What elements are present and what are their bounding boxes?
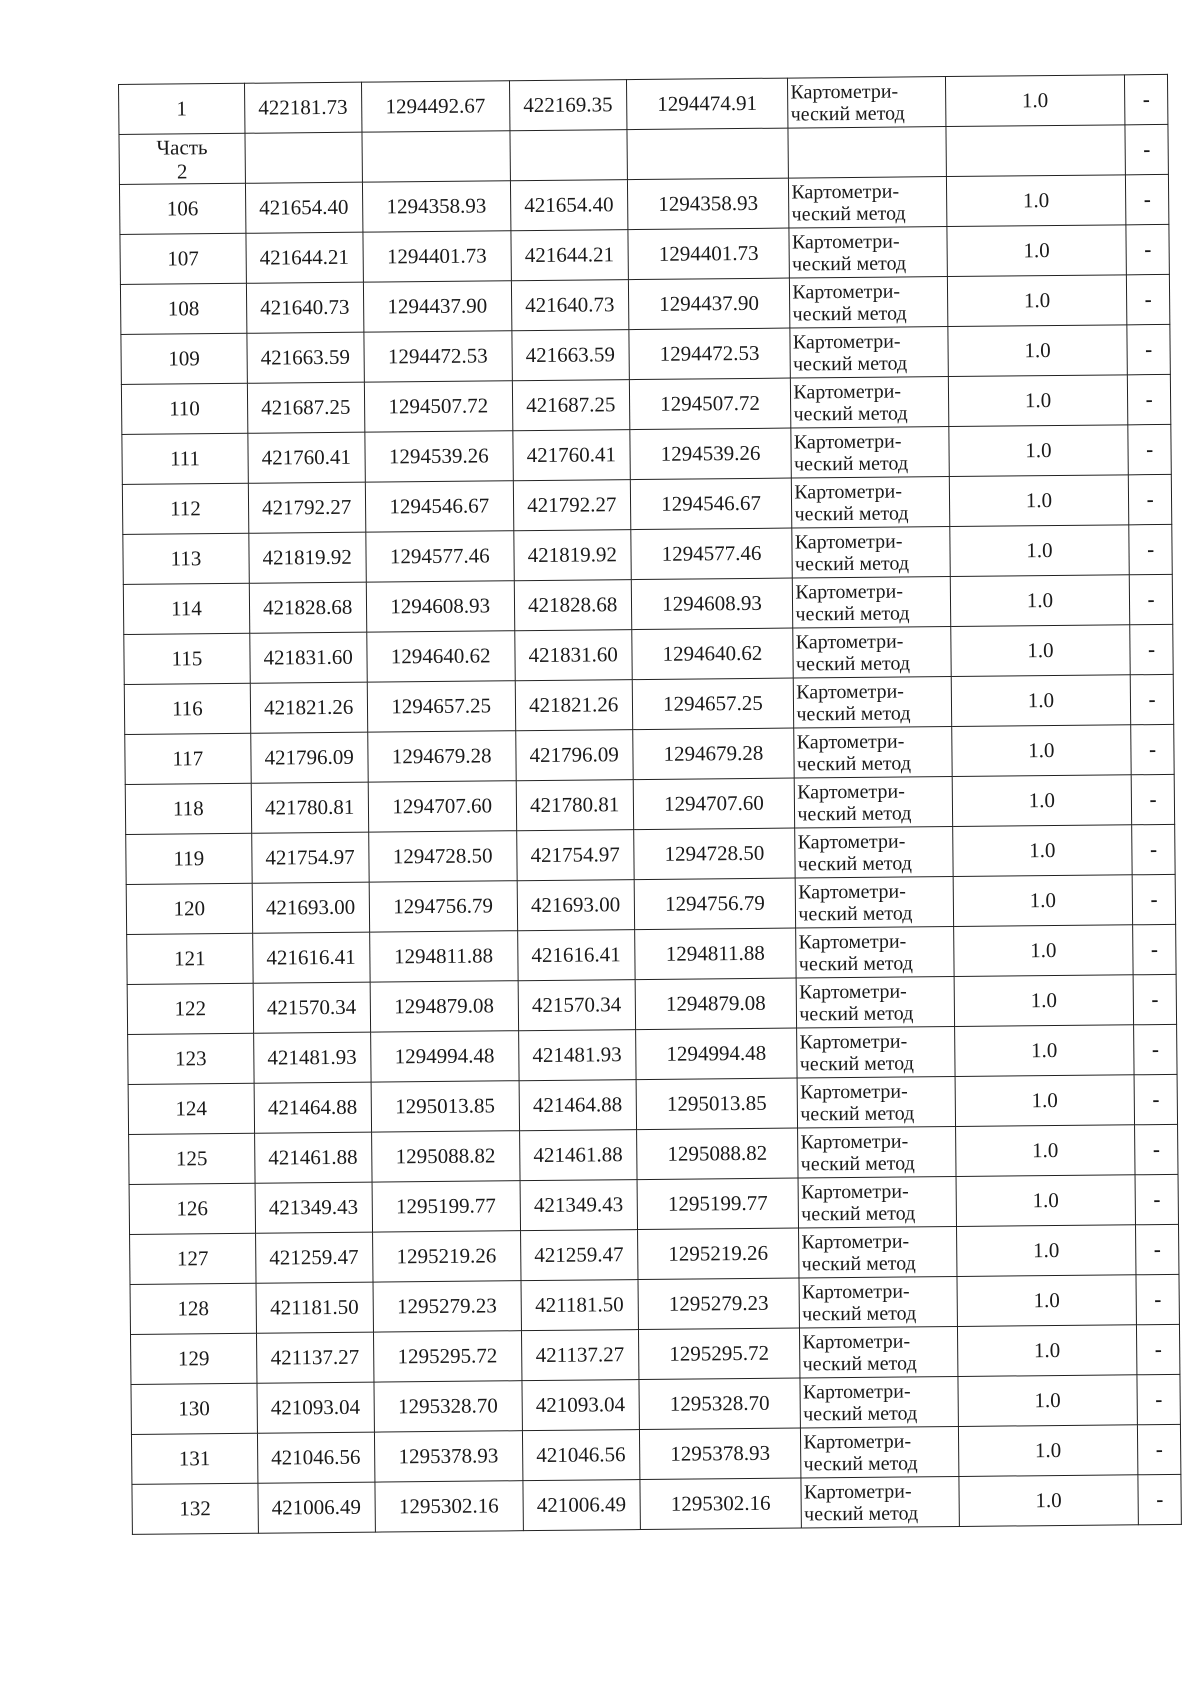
x-coordinate-2: 421654.40 bbox=[510, 180, 627, 231]
y-coordinate-2: 1294679.28 bbox=[632, 728, 794, 780]
y-coordinate-2: 1294879.08 bbox=[635, 978, 797, 1030]
part-label-line-2: 2 bbox=[176, 158, 188, 183]
y-coordinate-2: 1294358.93 bbox=[627, 178, 789, 230]
y-coordinate: 1294507.72 bbox=[364, 381, 513, 432]
method-line-1: Картометри- bbox=[797, 779, 905, 804]
note-cell: - bbox=[1128, 374, 1171, 424]
note-cell: - bbox=[1127, 324, 1170, 374]
x-coordinate: 421093.04 bbox=[257, 1382, 374, 1433]
x-coordinate: 421461.88 bbox=[254, 1132, 371, 1183]
precision-cell: 1.0 bbox=[952, 775, 1132, 827]
y-coordinate-2: 1295295.72 bbox=[638, 1328, 800, 1380]
x-coordinate-2: 421046.56 bbox=[522, 1430, 639, 1481]
method-cell bbox=[790, 327, 948, 379]
x-coordinate: 421831.60 bbox=[250, 632, 367, 683]
method-line-1: Картометри- bbox=[799, 1079, 908, 1103]
precision-cell: 1.0 bbox=[958, 1425, 1138, 1477]
note-cell: - bbox=[1125, 124, 1168, 174]
table-body bbox=[119, 74, 1182, 1534]
method-line-1: Картометри- bbox=[802, 1379, 911, 1403]
x-coordinate: 421644.21 bbox=[246, 232, 363, 283]
note-cell: - bbox=[1133, 974, 1176, 1024]
y-coordinate-2: 1294577.46 bbox=[630, 528, 792, 580]
method-cell bbox=[799, 1227, 957, 1279]
method-line-2: ческий метод bbox=[798, 901, 913, 926]
method-line-1: Картометри- bbox=[801, 1279, 910, 1303]
precision-cell: 1.0 bbox=[945, 75, 1125, 127]
x-coordinate-2: 421570.34 bbox=[518, 980, 635, 1031]
point-number: 110 bbox=[121, 383, 247, 434]
y-coordinate: 1294756.79 bbox=[369, 881, 518, 932]
y-coordinate: 1295219.26 bbox=[372, 1231, 521, 1282]
y-coordinate-2: 1295378.93 bbox=[639, 1428, 801, 1480]
note-cell: - bbox=[1130, 674, 1173, 724]
precision-cell: 1.0 bbox=[953, 875, 1133, 927]
precision-cell: 1.0 bbox=[948, 375, 1128, 427]
x-coordinate: 421828.68 bbox=[249, 582, 366, 633]
part-label-line-1: Часть bbox=[156, 134, 208, 160]
y-coordinate-2: 1294507.72 bbox=[629, 378, 791, 430]
point-number: 120 bbox=[126, 883, 252, 934]
point-number: 129 bbox=[131, 1333, 257, 1384]
x-coordinate: 421819.92 bbox=[249, 532, 366, 583]
method-line-2: ческий метод bbox=[791, 201, 906, 226]
note-cell: - bbox=[1136, 1224, 1179, 1274]
point-number: 108 bbox=[120, 283, 246, 334]
note-cell: - bbox=[1135, 1124, 1178, 1174]
note-cell: - bbox=[1127, 274, 1170, 324]
x-coordinate: 421687.25 bbox=[247, 382, 364, 433]
method-line-2: ческий метод bbox=[794, 501, 909, 526]
x-coordinate-2: 421796.09 bbox=[516, 730, 633, 781]
y-coordinate-2: 1294539.26 bbox=[629, 428, 791, 480]
method-cell bbox=[794, 727, 952, 779]
method-line-2: ческий метод bbox=[798, 951, 913, 976]
x-coordinate: 421654.40 bbox=[245, 182, 362, 233]
method-cell bbox=[791, 427, 949, 479]
y-coordinate: 1294608.93 bbox=[366, 581, 515, 632]
y-coordinate: 1295279.23 bbox=[373, 1281, 522, 1332]
method-cell bbox=[793, 577, 951, 629]
x-coordinate-2: 421349.43 bbox=[520, 1180, 637, 1231]
point-number: 111 bbox=[122, 433, 248, 484]
note-cell: - bbox=[1130, 574, 1173, 624]
note-cell: - bbox=[1135, 1174, 1178, 1224]
precision-cell: 1.0 bbox=[949, 525, 1129, 577]
y-coordinate: 1295199.77 bbox=[372, 1181, 521, 1232]
method-line-1: Картометри- bbox=[796, 729, 905, 754]
method-cell bbox=[788, 77, 946, 129]
y-coordinate-2: 1294474.91 bbox=[626, 78, 788, 130]
precision-cell: 1.0 bbox=[950, 625, 1130, 677]
method-line-2: ческий метод bbox=[797, 851, 913, 876]
method-cell bbox=[793, 627, 951, 679]
y-coordinate-2: 1295328.70 bbox=[639, 1378, 801, 1430]
method-line-2: ческий метод bbox=[792, 301, 907, 326]
method-cell bbox=[794, 677, 952, 729]
y-coordinate-2: 1294756.79 bbox=[634, 878, 796, 930]
x-coordinate-2: 422169.35 bbox=[509, 80, 626, 131]
note-cell: - bbox=[1134, 1024, 1177, 1074]
method-cell bbox=[801, 1426, 959, 1478]
method-cell bbox=[795, 777, 953, 829]
y-coordinate-2: 1294728.50 bbox=[633, 828, 795, 880]
y-coordinate: 1294437.90 bbox=[363, 281, 512, 332]
x-coordinate: 421570.34 bbox=[253, 982, 370, 1033]
empty-cell bbox=[245, 132, 362, 183]
precision-cell: 1.0 bbox=[955, 1075, 1135, 1127]
y-coordinate: 1294401.73 bbox=[363, 231, 512, 282]
note-cell: - bbox=[1125, 74, 1168, 124]
y-coordinate: 1294539.26 bbox=[364, 431, 513, 482]
point-number: 125 bbox=[129, 1133, 255, 1184]
x-coordinate: 421780.81 bbox=[251, 782, 368, 833]
point-number: 117 bbox=[125, 733, 251, 784]
method-line-1: Картометри- bbox=[793, 379, 902, 404]
precision-cell: 1.0 bbox=[951, 725, 1131, 777]
method-line-2: ческий метод bbox=[799, 1051, 914, 1076]
y-coordinate: 1295295.72 bbox=[373, 1331, 522, 1382]
precision-cell: 1.0 bbox=[951, 675, 1131, 727]
note-cell: - bbox=[1137, 1324, 1180, 1374]
note-cell: - bbox=[1137, 1374, 1180, 1424]
method-line-1: Картометри- bbox=[800, 1179, 909, 1203]
precision-cell: 1.0 bbox=[956, 1225, 1136, 1277]
x-coordinate: 422181.73 bbox=[244, 82, 361, 133]
y-coordinate-2: 1294707.60 bbox=[633, 778, 795, 830]
note-cell: - bbox=[1128, 424, 1171, 474]
point-number: 124 bbox=[128, 1083, 254, 1134]
method-line-2: ческий метод bbox=[792, 351, 908, 376]
method-cell bbox=[790, 277, 948, 329]
method-line-1: Картометри- bbox=[794, 529, 903, 554]
coordinates-table bbox=[118, 74, 1182, 1535]
precision-cell: 1.0 bbox=[955, 1125, 1135, 1177]
x-coordinate-2: 421093.04 bbox=[522, 1380, 639, 1431]
point-number: 122 bbox=[127, 983, 253, 1034]
precision-cell: 1.0 bbox=[947, 275, 1127, 327]
method-line-1: Картометри- bbox=[791, 230, 900, 254]
y-coordinate: 1294358.93 bbox=[362, 181, 511, 232]
x-coordinate: 421481.93 bbox=[253, 1032, 370, 1083]
empty-cell bbox=[788, 127, 946, 179]
y-coordinate-2: 1294811.88 bbox=[634, 928, 796, 980]
x-coordinate-2: 421481.93 bbox=[518, 1030, 635, 1081]
x-coordinate-2: 421616.41 bbox=[517, 930, 634, 981]
method-line-1: Картометри- bbox=[794, 479, 903, 504]
x-coordinate-2: 421640.73 bbox=[511, 280, 628, 331]
precision-cell: 1.0 bbox=[949, 475, 1129, 527]
x-coordinate-2: 421821.26 bbox=[515, 680, 632, 731]
point-number: 114 bbox=[123, 583, 249, 634]
note-cell: - bbox=[1129, 474, 1172, 524]
point-number: 112 bbox=[122, 483, 248, 534]
note-cell: - bbox=[1131, 724, 1174, 774]
note-cell: - bbox=[1132, 874, 1175, 924]
precision-cell: 1.0 bbox=[958, 1475, 1138, 1527]
note-cell: - bbox=[1136, 1274, 1179, 1324]
note-cell: - bbox=[1126, 174, 1169, 224]
method-line-2: ческий метод bbox=[803, 1451, 918, 1475]
y-coordinate: 1294492.67 bbox=[361, 81, 510, 132]
x-coordinate-2: 421464.88 bbox=[519, 1080, 636, 1131]
y-coordinate: 1295378.93 bbox=[374, 1431, 523, 1482]
precision-cell: 1.0 bbox=[957, 1275, 1137, 1327]
x-coordinate: 421821.26 bbox=[250, 682, 367, 733]
point-number: 127 bbox=[130, 1233, 256, 1284]
method-cell bbox=[792, 527, 950, 579]
y-coordinate: 1295302.16 bbox=[375, 1481, 524, 1532]
method-line-2: ческий метод bbox=[803, 1401, 918, 1425]
method-line-1: Картометри- bbox=[795, 579, 904, 604]
precision-cell: 1.0 bbox=[952, 825, 1132, 877]
x-coordinate-2: 421181.50 bbox=[521, 1280, 638, 1331]
precision-cell: 1.0 bbox=[957, 1325, 1137, 1377]
method-line-1: Картометри- bbox=[797, 829, 906, 854]
y-coordinate-2: 1295199.77 bbox=[637, 1178, 799, 1230]
method-line-1: Картометри- bbox=[792, 280, 901, 304]
method-line-2: ческий метод bbox=[800, 1101, 915, 1125]
x-coordinate-2: 421792.27 bbox=[513, 480, 630, 531]
point-number: 121 bbox=[127, 933, 253, 984]
method-line-1: Картометри- bbox=[791, 180, 900, 204]
note-cell: - bbox=[1138, 1474, 1181, 1524]
precision-cell: 1.0 bbox=[946, 225, 1126, 277]
y-coordinate: 1295013.85 bbox=[371, 1081, 520, 1132]
method-cell bbox=[798, 1127, 956, 1179]
point-number: 113 bbox=[123, 533, 249, 584]
method-line-2: ческий метод bbox=[802, 1301, 917, 1325]
y-coordinate: 1294994.48 bbox=[370, 1031, 519, 1082]
x-coordinate-2: 421687.25 bbox=[512, 380, 629, 431]
precision-cell: 1.0 bbox=[954, 975, 1134, 1027]
point-number: 115 bbox=[124, 633, 250, 684]
method-cell bbox=[791, 377, 949, 429]
method-cell bbox=[800, 1327, 958, 1379]
x-coordinate-2: 421006.49 bbox=[523, 1480, 640, 1531]
note-cell: - bbox=[1132, 824, 1175, 874]
x-coordinate: 421760.41 bbox=[248, 432, 365, 483]
y-coordinate-2: 1294657.25 bbox=[632, 678, 794, 730]
method-line-1: Картометри- bbox=[799, 1029, 908, 1054]
method-line-1: Картометри- bbox=[803, 1429, 912, 1453]
point-number: 130 bbox=[131, 1383, 257, 1434]
x-coordinate-2: 421831.60 bbox=[515, 630, 632, 681]
method-line-2: ческий метод bbox=[796, 751, 912, 776]
precision-cell: 1.0 bbox=[946, 175, 1126, 227]
point-number: 123 bbox=[128, 1033, 254, 1084]
y-coordinate: 1294679.28 bbox=[367, 731, 516, 782]
method-line-2: ческий метод bbox=[800, 1151, 915, 1175]
x-coordinate: 421792.27 bbox=[248, 482, 365, 533]
y-coordinate-2: 1295088.82 bbox=[636, 1128, 798, 1180]
note-cell: - bbox=[1131, 774, 1174, 824]
method-cell bbox=[797, 1077, 955, 1129]
method-cell bbox=[801, 1476, 959, 1528]
y-coordinate: 1294657.25 bbox=[367, 681, 516, 732]
y-coordinate-2: 1294640.62 bbox=[631, 628, 793, 680]
y-coordinate: 1294577.46 bbox=[365, 531, 514, 582]
x-coordinate-2: 421663.59 bbox=[512, 330, 629, 381]
x-coordinate-2: 421754.97 bbox=[517, 830, 634, 881]
y-coordinate: 1294640.62 bbox=[366, 631, 515, 682]
x-coordinate: 421181.50 bbox=[256, 1282, 373, 1333]
method-line-2: ческий метод bbox=[790, 101, 905, 126]
method-line-2: ческий метод bbox=[793, 451, 909, 476]
precision-cell: 1.0 bbox=[950, 575, 1130, 627]
point-number: 126 bbox=[129, 1183, 255, 1234]
x-coordinate-2: 421137.27 bbox=[521, 1330, 638, 1381]
point-number: 131 bbox=[131, 1433, 257, 1484]
method-line-2: ческий метод bbox=[794, 551, 910, 576]
x-coordinate: 421349.43 bbox=[255, 1182, 372, 1233]
empty-cell bbox=[510, 130, 627, 181]
y-coordinate: 1294811.88 bbox=[369, 931, 518, 982]
x-coordinate: 421259.47 bbox=[255, 1232, 372, 1283]
x-coordinate: 421663.59 bbox=[247, 332, 364, 383]
precision-cell: 1.0 bbox=[948, 425, 1128, 477]
method-line-2: ческий метод bbox=[795, 651, 911, 676]
y-coordinate: 1294707.60 bbox=[368, 781, 517, 832]
x-coordinate-2: 421693.00 bbox=[517, 880, 634, 931]
precision-cell: 1.0 bbox=[958, 1375, 1138, 1427]
y-coordinate: 1294472.53 bbox=[363, 331, 512, 382]
method-cell bbox=[795, 877, 953, 929]
note-cell: - bbox=[1133, 924, 1176, 974]
x-coordinate: 421137.27 bbox=[256, 1332, 373, 1383]
x-coordinate: 421616.41 bbox=[252, 932, 369, 983]
y-coordinate-2: 1295279.23 bbox=[638, 1278, 800, 1330]
empty-cell bbox=[946, 125, 1126, 177]
method-cell bbox=[800, 1377, 958, 1429]
x-coordinate-2: 421461.88 bbox=[519, 1130, 636, 1181]
point-number: 132 bbox=[132, 1483, 258, 1534]
point-number: 118 bbox=[125, 783, 251, 834]
note-cell: - bbox=[1130, 624, 1173, 674]
x-coordinate: 421464.88 bbox=[254, 1082, 371, 1133]
method-cell bbox=[795, 827, 953, 879]
method-line-2: ческий метод bbox=[803, 1501, 919, 1525]
note-cell: - bbox=[1134, 1074, 1177, 1124]
note-cell: - bbox=[1126, 224, 1169, 274]
y-coordinate-2: 1294608.93 bbox=[631, 578, 793, 630]
method-line-1: Картометри- bbox=[798, 979, 907, 1004]
point-number: 106 bbox=[119, 183, 245, 234]
x-coordinate-2: 421828.68 bbox=[514, 580, 631, 631]
precision-cell: 1.0 bbox=[956, 1175, 1136, 1227]
method-line-2: ческий метод bbox=[791, 251, 907, 276]
method-line-1: Картометри- bbox=[800, 1129, 909, 1153]
method-line-1: Картометри- bbox=[803, 1479, 912, 1503]
y-coordinate: 1295088.82 bbox=[371, 1131, 520, 1182]
method-line-1: Картометри- bbox=[790, 80, 899, 104]
note-cell: - bbox=[1138, 1424, 1181, 1474]
empty-cell bbox=[362, 131, 511, 182]
y-coordinate-2: 1294437.90 bbox=[628, 278, 790, 330]
method-line-2: ческий метод bbox=[801, 1201, 916, 1225]
note-cell: - bbox=[1129, 524, 1172, 574]
empty-cell bbox=[627, 128, 789, 180]
x-coordinate: 421006.49 bbox=[258, 1482, 375, 1533]
method-cell bbox=[799, 1277, 957, 1329]
x-coordinate-2: 421259.47 bbox=[520, 1230, 637, 1281]
x-coordinate-2: 421819.92 bbox=[514, 530, 631, 581]
y-coordinate-2: 1294401.73 bbox=[628, 228, 790, 280]
x-coordinate-2: 421760.41 bbox=[513, 430, 630, 481]
method-cell bbox=[789, 177, 947, 229]
method-cell bbox=[796, 927, 954, 979]
method-cell bbox=[792, 477, 950, 529]
precision-cell: 1.0 bbox=[953, 925, 1133, 977]
method-line-2: ческий метод bbox=[796, 701, 911, 726]
y-coordinate: 1294879.08 bbox=[370, 981, 519, 1032]
method-line-1: Картометри- bbox=[792, 330, 901, 354]
y-coordinate: 1294728.50 bbox=[368, 831, 517, 882]
x-coordinate-2: 421780.81 bbox=[516, 780, 633, 831]
x-coordinate: 421640.73 bbox=[246, 282, 363, 333]
point-number: 119 bbox=[126, 833, 252, 884]
y-coordinate-2: 1294472.53 bbox=[629, 328, 791, 380]
y-coordinate: 1294546.67 bbox=[365, 481, 514, 532]
method-line-1: Картометри- bbox=[802, 1329, 911, 1353]
precision-cell: 1.0 bbox=[954, 1025, 1134, 1077]
x-coordinate: 421693.00 bbox=[252, 882, 369, 933]
point-number: 128 bbox=[130, 1283, 256, 1334]
method-line-2: ческий метод bbox=[799, 1001, 914, 1026]
method-line-2: ческий метод bbox=[801, 1251, 916, 1275]
method-line-1: Картометри- bbox=[798, 929, 907, 954]
point-number: 107 bbox=[120, 233, 246, 284]
method-line-1: Картометри- bbox=[793, 429, 902, 454]
method-cell bbox=[789, 227, 947, 279]
method-line-1: Картометри- bbox=[796, 679, 904, 704]
method-cell bbox=[796, 977, 954, 1029]
part-label-cell bbox=[119, 133, 245, 184]
y-coordinate-2: 1295219.26 bbox=[637, 1228, 799, 1280]
x-coordinate: 421796.09 bbox=[251, 732, 368, 783]
point-number: 116 bbox=[124, 683, 250, 734]
y-coordinate-2: 1294546.67 bbox=[630, 478, 792, 530]
x-coordinate: 421754.97 bbox=[251, 832, 368, 883]
method-cell bbox=[798, 1177, 956, 1229]
y-coordinate-2: 1294994.48 bbox=[635, 1028, 797, 1080]
point-number: 109 bbox=[121, 333, 247, 384]
y-coordinate: 1295328.70 bbox=[374, 1381, 523, 1432]
y-coordinate-2: 1295302.16 bbox=[640, 1478, 802, 1530]
method-line-1: Картометри- bbox=[798, 879, 906, 904]
x-coordinate-2: 421644.21 bbox=[511, 230, 628, 281]
method-line-1: Картометри- bbox=[795, 629, 904, 654]
method-line-2: ческий метод bbox=[795, 601, 910, 626]
point-number: 1 bbox=[119, 83, 245, 134]
y-coordinate-2: 1295013.85 bbox=[636, 1078, 798, 1130]
x-coordinate: 421046.56 bbox=[257, 1432, 374, 1483]
method-cell bbox=[797, 1027, 955, 1079]
method-line-2: ческий метод bbox=[802, 1351, 917, 1375]
method-line-2: ческий метод bbox=[797, 801, 912, 826]
method-line-2: ческий метод bbox=[793, 401, 908, 426]
method-line-1: Картометри- bbox=[801, 1229, 910, 1253]
precision-cell: 1.0 bbox=[947, 325, 1127, 377]
table-row bbox=[132, 1474, 1181, 1534]
